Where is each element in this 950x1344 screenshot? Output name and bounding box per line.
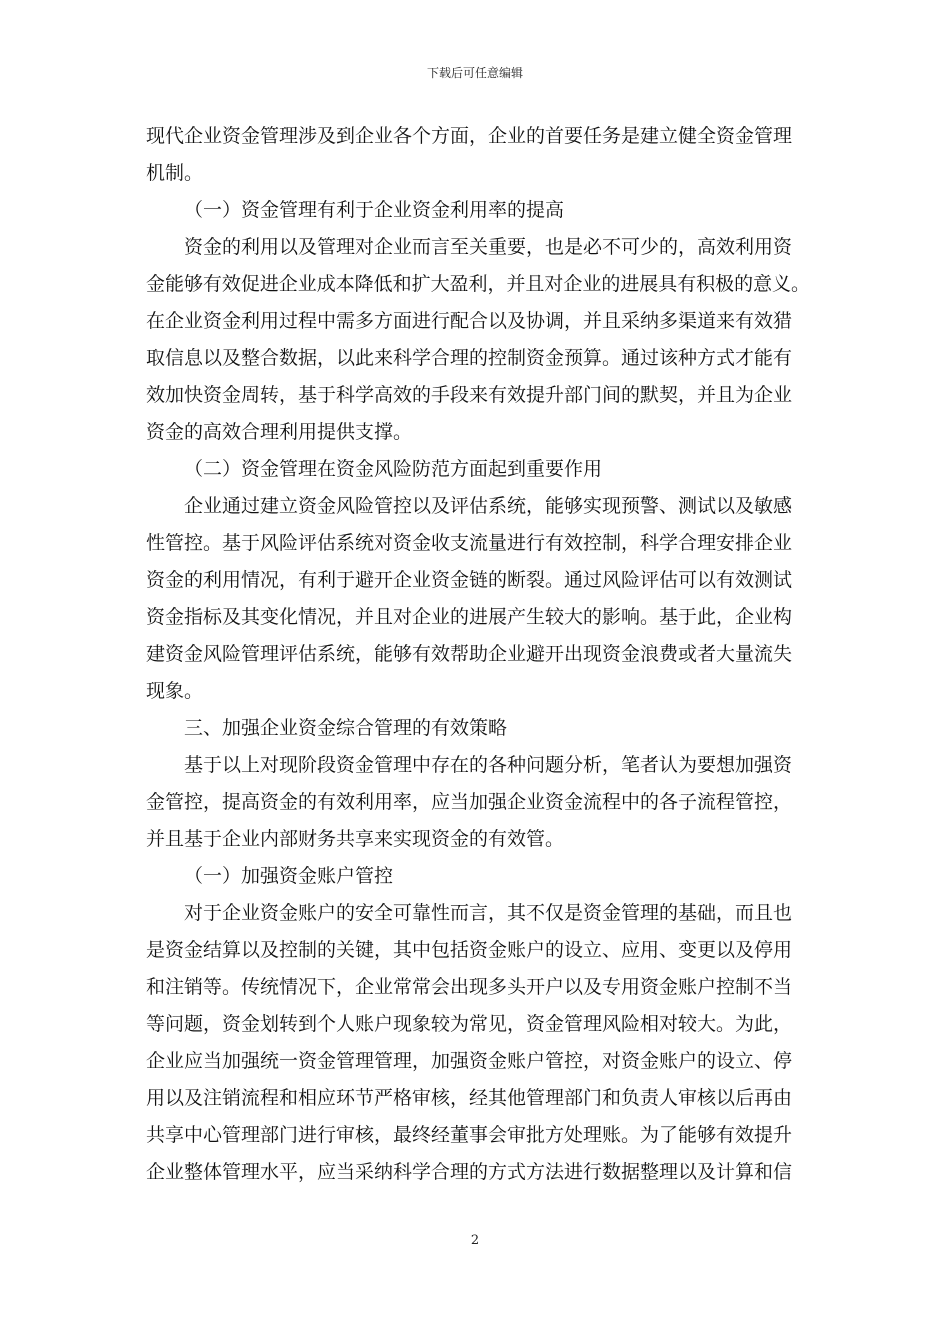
text-line: 资金的利用以及管理对企业而言至关重要，也是必不可少的，高效利用资 bbox=[184, 236, 793, 258]
page-header: 下载后可任意编辑 bbox=[426, 66, 523, 80]
text-line: 资金指标及其变化情况，并且对企业的进展产生较大的影响。基于此，企业构 bbox=[146, 606, 793, 628]
text-line: 三、加强企业资金综合管理的有效策略 bbox=[184, 717, 508, 739]
text-line: 企业应当加强统一资金管理管理，加强资金账户管控，对资金账户的设立、停 bbox=[146, 1050, 793, 1072]
text-line: 和注销等。传统情况下，企业常常会出现多头开户以及专用资金账户控制不当 bbox=[146, 976, 793, 998]
text-line: 等问题，资金划转到个人账户现象较为常见，资金管理风险相对较大。为此， bbox=[146, 1013, 793, 1035]
text-line: 金能够有效促进企业成本降低和扩大盈利，并且对企业的进展具有积极的意义。 bbox=[146, 273, 810, 295]
page-number: 2 bbox=[470, 1233, 480, 1248]
text-line: 企业整体管理水平，应当采纳科学合理的方式方法进行数据整理以及计算和信 bbox=[146, 1161, 793, 1183]
text-line: 建资金风险管理评估系统，能够有效帮助企业避开出现资金浪费或者大量流失 bbox=[146, 643, 793, 665]
text-line: （一）资金管理有利于企业资金利用率的提高 bbox=[184, 199, 565, 221]
text-line: 现代企业资金管理涉及到企业各个方面，企业的首要任务是建立健全资金管理 bbox=[146, 125, 793, 147]
text-line: 取信息以及整合数据，以此来科学合理的控制资金预算。通过该种方式才能有 bbox=[146, 347, 793, 369]
text-line: 是资金结算以及控制的关键，其中包括资金账户的设立、应用、变更以及停用 bbox=[146, 939, 793, 961]
text-lines bbox=[146, 118, 810, 1191]
text-line: 在企业资金利用过程中需多方面进行配合以及协调，并且采纳多渠道来有效猎 bbox=[146, 310, 793, 332]
text-line: 机制。 bbox=[146, 162, 204, 184]
text-line: 共享中心管理部门进行审核，最终经董事会审批方处理账。为了能够有效提升 bbox=[146, 1124, 793, 1146]
text-line: 性管控。基于风险评估系统对资金收支流量进行有效控制，科学合理安排企业 bbox=[146, 532, 793, 554]
text-line: 金管控，提高资金的有效利用率，应当加强企业资金流程中的各子流程管控， bbox=[146, 791, 793, 813]
text-line: 资金的高效合理利用提供支撑。 bbox=[146, 421, 413, 443]
text-line: （二）资金管理在资金风险防范方面起到重要作用 bbox=[184, 458, 603, 480]
text-line: （一）加强资金账户管控 bbox=[184, 865, 394, 887]
document-body bbox=[146, 118, 810, 1191]
text-line: 用以及注销流程和相应环节严格审核，经其他管理部门和负责人审核以后再由 bbox=[146, 1087, 793, 1109]
text-line: 并且基于企业内部财务共享来实现资金的有效管。 bbox=[146, 828, 565, 850]
text-line: 现象。 bbox=[146, 680, 204, 702]
text-line: 企业通过建立资金风险管控以及评估系统，能够实现预警、测试以及敏感 bbox=[184, 495, 793, 517]
text-line: 资金的利用情况，有利于避开企业资金链的断裂。通过风险评估可以有效测试 bbox=[146, 569, 793, 591]
text-line: 对于企业资金账户的安全可靠性而言，其不仅是资金管理的基础，而且也 bbox=[184, 902, 793, 924]
text-line: 效加快资金周转，基于科学高效的手段来有效提升部门间的默契，并且为企业 bbox=[146, 384, 793, 406]
text-line: 基于以上对现阶段资金管理中存在的各种问题分析，笔者认为要想加强资 bbox=[184, 754, 793, 776]
